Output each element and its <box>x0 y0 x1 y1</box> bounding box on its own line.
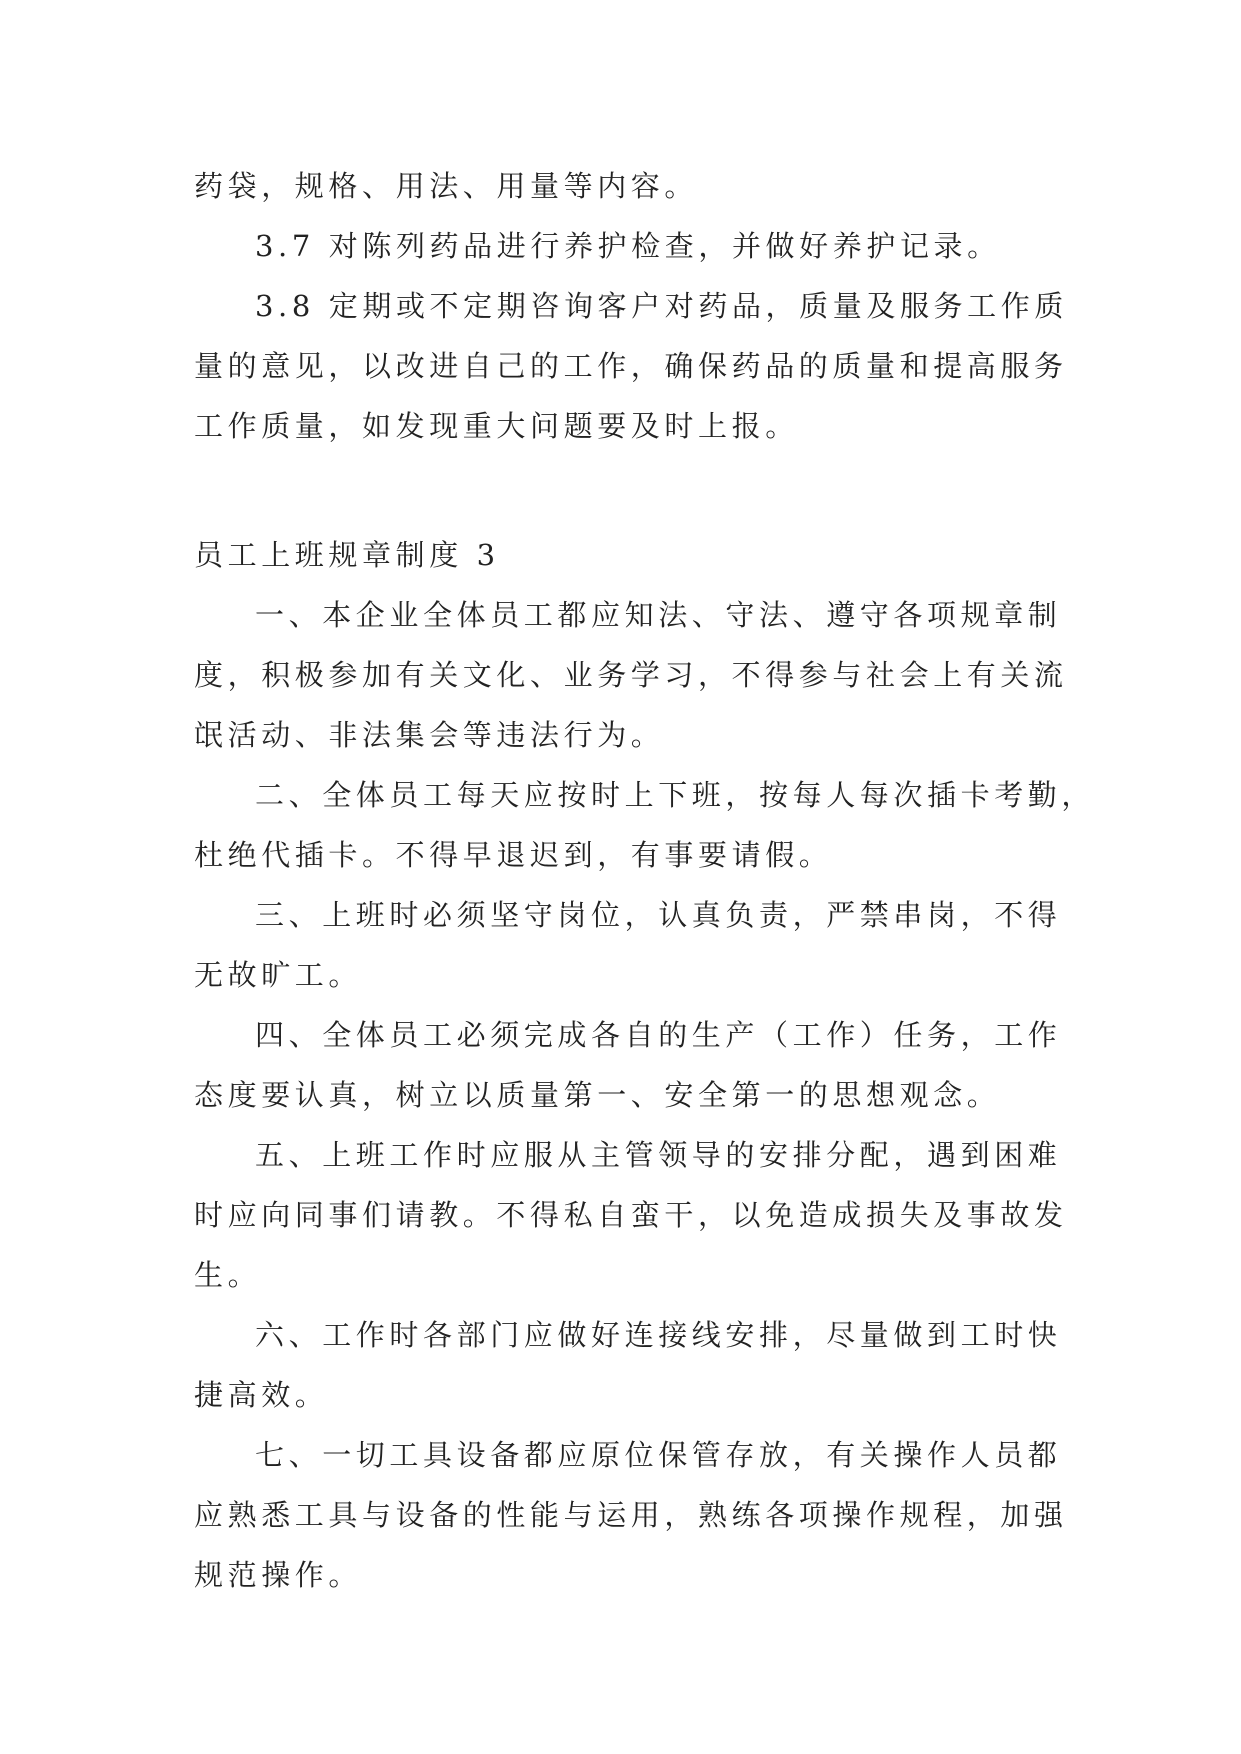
rule-line: 规范操作。 <box>194 1558 363 1592</box>
rule-line: 无故旷工。 <box>194 958 363 992</box>
rule-line: 时应向同事们请教。不得私自蛮干，以免造成损失及事故发 <box>194 1198 1068 1232</box>
rule-line: 态度要认真，树立以质量第一、安全第一的思想观念。 <box>194 1078 1001 1112</box>
rule-line: 五、上班工作时应服从主管领导的安排分配，遇到困难 <box>255 1138 1062 1172</box>
rule-line: 六、工作时各部门应做好连接线安排，尽量做到工时快 <box>255 1318 1062 1352</box>
rule-line: 应熟悉工具与设备的性能与运用，熟练各项操作规程，加强 <box>194 1498 1068 1532</box>
rule-line: 七、一切工具设备都应原位保管存放，有关操作人员都 <box>255 1438 1062 1472</box>
rule-line: 生。 <box>194 1258 262 1292</box>
rule-line: 三、上班时必须坚守岗位，认真负责，严禁串岗，不得 <box>255 898 1062 932</box>
rule-line: 四、全体员工必须完成各自的生产（工作）任务，工作 <box>255 1018 1062 1052</box>
paragraph-line: 3.7 对陈列药品进行养护检查，并做好养护记录。 <box>255 229 1001 263</box>
paragraph-line: 量的意见，以改进自己的工作，确保药品的质量和提高服务 <box>194 349 1068 383</box>
rule-line: 杜绝代插卡。不得早退迟到，有事要请假。 <box>194 838 833 872</box>
paragraph-line: 3.8 定期或不定期咨询客户对药品，质量及服务工作质 <box>255 289 1068 323</box>
rule-line: 二、全体员工每天应按时上下班，按每人每次插卡考勤， <box>255 778 1096 812</box>
rule-line: 一、本企业全体员工都应知法、守法、遵守各项规章制 <box>255 598 1062 632</box>
paragraph-line: 药袋，规格、用法、用量等内容。 <box>194 169 699 203</box>
rule-line: 度，积极参加有关文化、业务学习，不得参与社会上有关流 <box>194 658 1068 692</box>
paragraph-line: 工作质量，如发现重大问题要及时上报。 <box>194 409 799 443</box>
rule-line: 捷高效。 <box>194 1378 329 1412</box>
rule-line: 氓活动、非法集会等违法行为。 <box>194 718 665 752</box>
section-title: 员工上班规章制度 3 <box>194 538 500 572</box>
